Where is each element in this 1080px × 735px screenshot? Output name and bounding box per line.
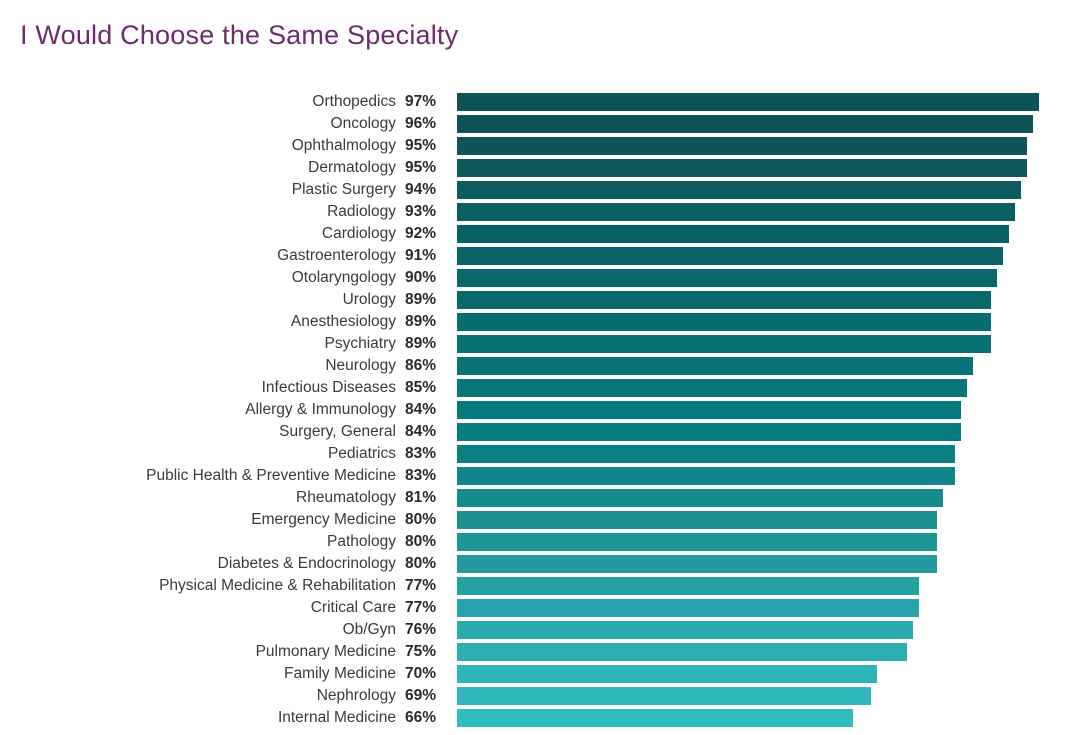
chart-row [0,246,1080,266]
category-label: Ob/Gyn [342,621,396,638]
category-label: Otolaryngology [291,269,396,286]
bar [457,401,961,419]
chart-title: I Would Choose the Same Specialty [20,20,459,50]
chart-row [0,554,1080,574]
category-label: Cardiology [321,225,396,242]
bar-track [457,620,1080,640]
bar [457,159,1027,177]
bar [457,621,913,639]
value-label: 80% [405,511,437,528]
category-label: Pulmonary Medicine [255,643,396,660]
chart-row [0,136,1080,156]
bar [457,511,937,529]
value-label: 75% [405,643,437,660]
category-label: Urology [342,291,396,308]
value-label: 96% [405,115,437,132]
bar [457,445,955,463]
chart-row [0,532,1080,552]
bar [457,555,937,573]
value-label: 89% [405,313,437,330]
bar-track [457,378,1080,398]
category-label: Plastic Surgery [291,181,396,198]
value-label: 69% [405,687,437,704]
bar [457,577,919,595]
bar [457,709,853,727]
category-label: Rheumatology [296,489,396,506]
value-label: 80% [405,533,437,550]
chart-row [0,620,1080,640]
bar [457,247,1003,265]
value-label: 80% [405,555,437,572]
value-label: 89% [405,335,437,352]
value-label: 93% [405,203,437,220]
chart-row [0,180,1080,200]
bar [457,291,991,309]
category-label: Physical Medicine & Rehabilitation [159,577,396,594]
category-label: Neurology [325,357,396,374]
chart-row [0,598,1080,618]
value-label: 95% [405,159,437,176]
chart-row [0,290,1080,310]
bar-track [457,576,1080,596]
value-label: 77% [405,599,437,616]
bar [457,423,961,441]
chart-row [0,158,1080,178]
bar-track [457,488,1080,508]
category-label: Gastroenterology [277,247,396,264]
chart-row [0,312,1080,332]
chart-row [0,708,1080,728]
bar [457,687,871,705]
value-label: 94% [405,181,437,198]
value-label: 81% [405,489,437,506]
bar-track [457,246,1080,266]
bar [457,93,1039,111]
bar [457,181,1021,199]
chart-row [0,92,1080,112]
chart-row [0,466,1080,486]
value-label: 85% [405,379,437,396]
bar-track [457,312,1080,332]
bar-track [457,224,1080,244]
bar [457,313,991,331]
bar-track [457,268,1080,288]
value-label: 90% [405,269,437,286]
chart-row [0,114,1080,134]
value-label: 77% [405,577,437,594]
value-label: 76% [405,621,437,638]
category-label: Pathology [327,533,396,550]
bar [457,379,967,397]
category-label: Public Health & Preventive Medicine [146,467,396,484]
bar-track [457,114,1080,134]
chart-row [0,444,1080,464]
category-label: Dermatology [308,159,396,176]
bar-track [457,158,1080,178]
value-label: 66% [405,709,437,726]
chart-row [0,202,1080,222]
chart-row [0,576,1080,596]
category-label: Internal Medicine [277,709,396,726]
category-label: Radiology [327,203,396,220]
bar-track [457,92,1080,112]
category-label: Nephrology [316,687,396,704]
bar-track [457,422,1080,442]
bar [457,335,991,353]
bar-track [457,598,1080,618]
bar [457,269,997,287]
bar [457,225,1009,243]
chart-row [0,642,1080,662]
bar [457,599,919,617]
bar [457,489,943,507]
bar-track [457,356,1080,376]
bar [457,643,907,661]
category-label: Oncology [330,115,396,132]
bar [457,467,955,485]
category-label: Anesthesiology [290,313,396,330]
bar-track [457,642,1080,662]
bar [457,665,877,683]
bar-track [457,532,1080,552]
chart-row [0,422,1080,442]
category-label: Emergency Medicine [251,511,396,528]
value-label: 97% [405,93,437,110]
value-label: 83% [405,445,437,462]
bar-track [457,554,1080,574]
bar-track [457,202,1080,222]
value-label: 84% [405,423,437,440]
value-label: 89% [405,291,437,308]
value-label: 95% [405,137,437,154]
bar-track [457,664,1080,684]
bar [457,203,1015,221]
chart-row [0,268,1080,288]
bar-track [457,466,1080,486]
value-label: 83% [405,467,437,484]
bar-chart-plot [0,92,1080,730]
chart-row [0,686,1080,706]
category-label: Orthopedics [312,93,396,110]
category-label: Critical Care [310,599,396,616]
bar-track [457,510,1080,530]
bar [457,533,937,551]
value-label: 91% [405,247,437,264]
value-label: 92% [405,225,437,242]
category-label: Diabetes & Endocrinology [217,555,396,572]
value-label: 86% [405,357,437,374]
bar-track [457,180,1080,200]
bar [457,357,973,375]
chart-row [0,224,1080,244]
chart-row [0,664,1080,684]
chart-row [0,356,1080,376]
category-label: Family Medicine [284,665,396,682]
row-spacer [0,728,1080,730]
bar-track [457,444,1080,464]
value-label: 84% [405,401,437,418]
chart-row [0,400,1080,420]
bar-track [457,708,1080,728]
chart-row [0,510,1080,530]
chart-row [0,488,1080,508]
category-label: Surgery, General [279,423,396,440]
category-label: Allergy & Immunology [245,401,396,418]
bar-track [457,334,1080,354]
bar-track [457,686,1080,706]
bar-track [457,290,1080,310]
category-label: Ophthalmology [291,137,396,154]
chart-row [0,334,1080,354]
category-label: Psychiatry [324,335,396,352]
bar [457,137,1027,155]
bar-track [457,136,1080,156]
value-label: 70% [405,665,437,682]
bar [457,115,1033,133]
category-label: Infectious Diseases [261,379,396,396]
category-label: Pediatrics [327,445,396,462]
chart-row [0,378,1080,398]
bar-track [457,400,1080,420]
